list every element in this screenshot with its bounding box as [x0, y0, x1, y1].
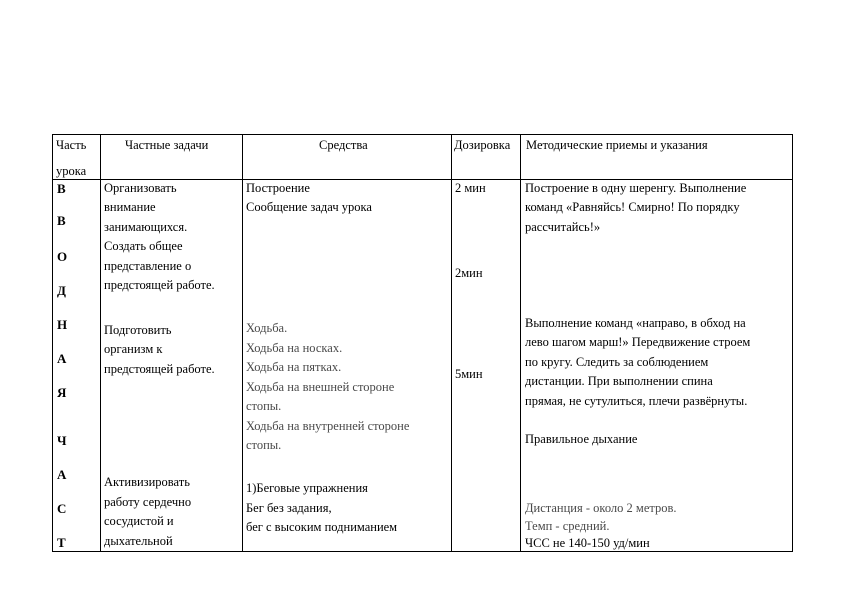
part-letter: Ч	[57, 433, 67, 448]
part-letter: Я	[57, 385, 67, 400]
column-divider	[100, 135, 101, 551]
method-line: Построение в одну шеренгу. Выполнение	[525, 181, 747, 195]
header-methods: Методические приемы и указания	[526, 138, 708, 152]
part-letter: Т	[57, 535, 66, 550]
means-line: Построение	[246, 181, 310, 195]
column-divider	[520, 135, 521, 551]
task-line: внимание	[104, 200, 156, 214]
task-line: Создать общее	[104, 239, 183, 253]
part-letter: С	[57, 501, 67, 516]
means-line: Сообщение задач урока	[246, 200, 372, 214]
part-letter: В	[57, 213, 66, 228]
dosage-value: 5мин	[455, 367, 483, 381]
task-line: представление о	[104, 259, 192, 273]
means-line: Ходьба на внутренней стороне	[246, 419, 410, 433]
part-letter: А	[57, 467, 67, 482]
task-line: сосудистой и	[104, 514, 174, 528]
means-line: Ходьба на внешней стороне	[246, 380, 395, 394]
means-line: 1)Беговые упражнения	[246, 481, 368, 495]
task-line: предстоящей работе.	[104, 362, 215, 376]
header-dosage: Дозировка	[454, 138, 511, 152]
method-line: Правильное дыхание	[525, 432, 638, 446]
method-line: команд «Равняйсь! Смирно! По порядку	[525, 200, 740, 214]
method-line: Дистанция - около 2 метров.	[525, 501, 677, 515]
header-means: Средства	[319, 138, 368, 152]
means-line: Ходьба.	[246, 321, 288, 335]
header-part-line2: урока	[56, 164, 87, 178]
means-line: Ходьба на пятках.	[246, 360, 342, 374]
task-line: Организовать	[104, 181, 177, 195]
part-letter: Н	[57, 317, 68, 332]
method-line: Темп - средний.	[525, 519, 610, 533]
column-divider	[451, 135, 452, 551]
part-letter: В	[57, 181, 66, 196]
means-line: стопы.	[246, 399, 282, 413]
method-line: дистанции. При выполнении спина	[525, 374, 713, 388]
method-line: ЧСС не 140-150 уд/мин	[525, 536, 650, 550]
task-line: организм к	[104, 342, 163, 356]
method-line: лево шагом марш!» Передвижение строем	[525, 335, 751, 349]
method-line: прямая, не сутулиться, плечи развёрнуты.	[525, 394, 748, 408]
means-line: стопы.	[246, 438, 282, 452]
task-line: работу сердечно	[104, 495, 192, 509]
part-letter: Д	[57, 283, 66, 298]
dosage-value: 2мин	[455, 266, 483, 280]
column-divider	[242, 135, 243, 551]
method-line: рассчитайсь!»	[525, 220, 601, 234]
task-line: дыхательной	[104, 534, 173, 548]
task-line: предстоящей работе.	[104, 278, 215, 292]
task-line: Активизировать	[104, 475, 190, 489]
part-letter: О	[57, 249, 68, 264]
means-line: Бег без задания,	[246, 501, 332, 515]
means-line: Ходьба на носках.	[246, 341, 343, 355]
header-part-line1: Часть	[56, 138, 87, 152]
task-line: Подготовить	[104, 323, 172, 337]
lesson-plan-table	[52, 134, 793, 552]
dosage-value: 2 мин	[455, 181, 486, 195]
task-line: занимающихся.	[104, 220, 188, 234]
part-letter: А	[57, 351, 67, 366]
method-line: Выполнение команд «направо, в обход на	[525, 316, 746, 330]
header-tasks: Частные задачи	[125, 138, 209, 152]
means-line: бег с высоким подниманием	[246, 520, 398, 534]
method-line: по кругу. Следить за соблюдением	[525, 355, 709, 369]
